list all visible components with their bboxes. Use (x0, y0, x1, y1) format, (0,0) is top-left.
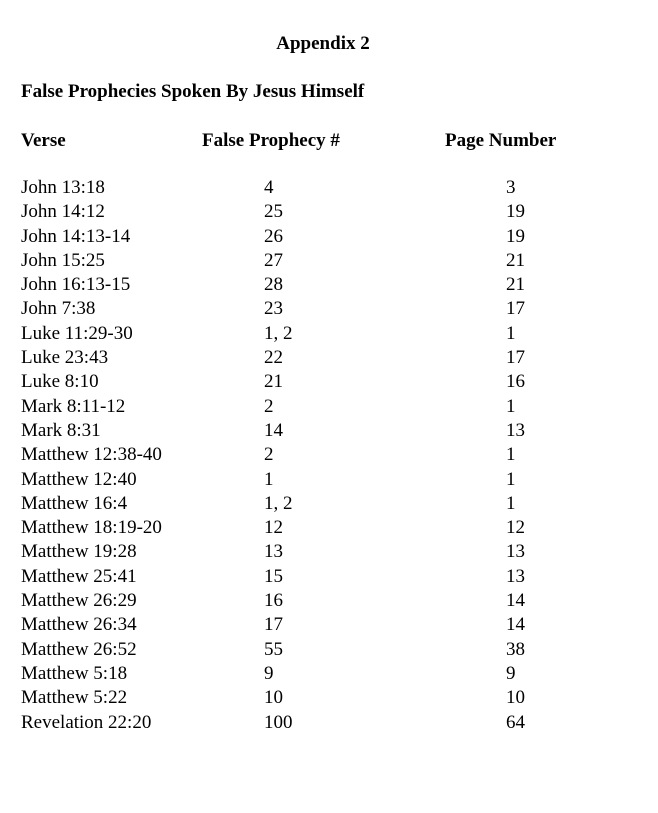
table-row (0, 516, 658, 540)
cell-verse: Matthew 19:28 (21, 541, 137, 563)
cell-verse: Matthew 5:22 (21, 687, 128, 709)
table-row (0, 419, 658, 443)
header-verse: Verse (21, 130, 66, 151)
cell-verse: Luke 11:29-30 (21, 322, 133, 344)
cell-prophecy: 2 (264, 395, 274, 417)
cell-prophecy: 26 (264, 225, 283, 247)
cell-page: 9 (506, 662, 516, 684)
table-row (0, 225, 658, 249)
cell-prophecy: 25 (264, 201, 283, 223)
cell-verse: Mark 8:31 (21, 419, 101, 441)
cell-verse: Revelation 22:20 (21, 711, 152, 733)
table-row (0, 176, 658, 200)
cell-page: 21 (506, 249, 525, 271)
cell-page: 1 (506, 322, 516, 344)
cell-prophecy: 22 (264, 347, 283, 369)
table-row (0, 395, 658, 419)
cell-prophecy: 15 (264, 565, 283, 587)
table-row (0, 322, 658, 346)
cell-prophecy: 27 (264, 249, 283, 271)
table-row (0, 492, 658, 516)
cell-page: 14 (506, 590, 525, 612)
cell-prophecy: 13 (264, 541, 283, 563)
cell-page: 12 (506, 517, 525, 539)
cell-page: 64 (506, 711, 525, 733)
cell-prophecy: 100 (264, 711, 293, 733)
cell-verse: John 14:12 (21, 201, 105, 223)
section-heading: False Prophecies Spoken By Jesus Himself (21, 81, 365, 102)
cell-verse: Matthew 26:29 (21, 590, 137, 612)
header-page-number: Page Number (445, 130, 557, 151)
cell-verse: Matthew 16:4 (21, 492, 128, 514)
cell-page: 19 (506, 201, 525, 223)
cell-page: 16 (506, 371, 525, 393)
cell-page: 1 (506, 468, 516, 490)
cell-verse: Matthew 25:41 (21, 565, 137, 587)
cell-prophecy: 28 (264, 274, 283, 296)
cell-verse: Matthew 5:18 (21, 662, 128, 684)
page-title: Appendix 2 (276, 33, 370, 54)
table-row (0, 686, 658, 710)
cell-verse: Matthew 12:38-40 (21, 444, 162, 466)
table-row (0, 540, 658, 564)
table-row (0, 662, 658, 686)
cell-page: 1 (506, 444, 516, 466)
cell-page: 1 (506, 492, 516, 514)
cell-prophecy: 14 (264, 419, 283, 441)
cell-page: 13 (506, 565, 525, 587)
cell-prophecy: 1 (264, 468, 274, 490)
cell-page: 14 (506, 614, 525, 636)
header-false-prophecy-number: False Prophecy # (202, 130, 340, 151)
cell-page: 17 (506, 298, 525, 320)
cell-verse: John 14:13-14 (21, 225, 131, 247)
cell-prophecy: 2 (264, 444, 274, 466)
cell-page: 1 (506, 395, 516, 417)
cell-prophecy: 1, 2 (264, 322, 293, 344)
cell-verse: Mark 8:11-12 (21, 395, 126, 417)
cell-verse: John 7:38 (21, 298, 96, 320)
table-row (0, 249, 658, 273)
cell-page: 13 (506, 419, 525, 441)
cell-verse: Matthew 12:40 (21, 468, 137, 490)
table-row (0, 589, 658, 613)
table-header (0, 130, 658, 152)
table-row (0, 468, 658, 492)
cell-verse: Matthew 26:34 (21, 614, 137, 636)
cell-verse: Luke 23:43 (21, 347, 109, 369)
cell-verse: Matthew 26:52 (21, 638, 137, 660)
table-row (0, 370, 658, 394)
cell-prophecy: 55 (264, 638, 283, 660)
cell-prophecy: 16 (264, 590, 283, 612)
cell-page: 38 (506, 638, 525, 660)
cell-verse: John 15:25 (21, 249, 105, 271)
cell-prophecy: 1, 2 (264, 492, 293, 514)
table-row (0, 273, 658, 297)
cell-page: 3 (506, 177, 516, 198)
table-row (0, 638, 658, 662)
cell-prophecy: 17 (264, 614, 283, 636)
table-body (0, 176, 658, 735)
cell-verse: John 13:18 (21, 177, 105, 198)
cell-page: 13 (506, 541, 525, 563)
cell-prophecy: 4 (264, 177, 274, 198)
cell-page: 21 (506, 274, 525, 296)
cell-prophecy: 9 (264, 662, 274, 684)
table-row (0, 200, 658, 224)
table-row (0, 443, 658, 467)
table-row (0, 613, 658, 637)
cell-page: 17 (506, 347, 525, 369)
cell-prophecy: 10 (264, 687, 283, 709)
cell-verse: John 16:13-15 (21, 274, 131, 296)
cell-page: 10 (506, 687, 525, 709)
cell-page: 19 (506, 225, 525, 247)
cell-prophecy: 23 (264, 298, 283, 320)
cell-prophecy: 21 (264, 371, 283, 393)
cell-verse: Luke 8:10 (21, 371, 99, 393)
table-row (0, 346, 658, 370)
cell-verse: Matthew 18:19-20 (21, 517, 162, 539)
table-row (0, 297, 658, 321)
table-row (0, 565, 658, 589)
cell-prophecy: 12 (264, 517, 283, 539)
table-row (0, 711, 658, 735)
